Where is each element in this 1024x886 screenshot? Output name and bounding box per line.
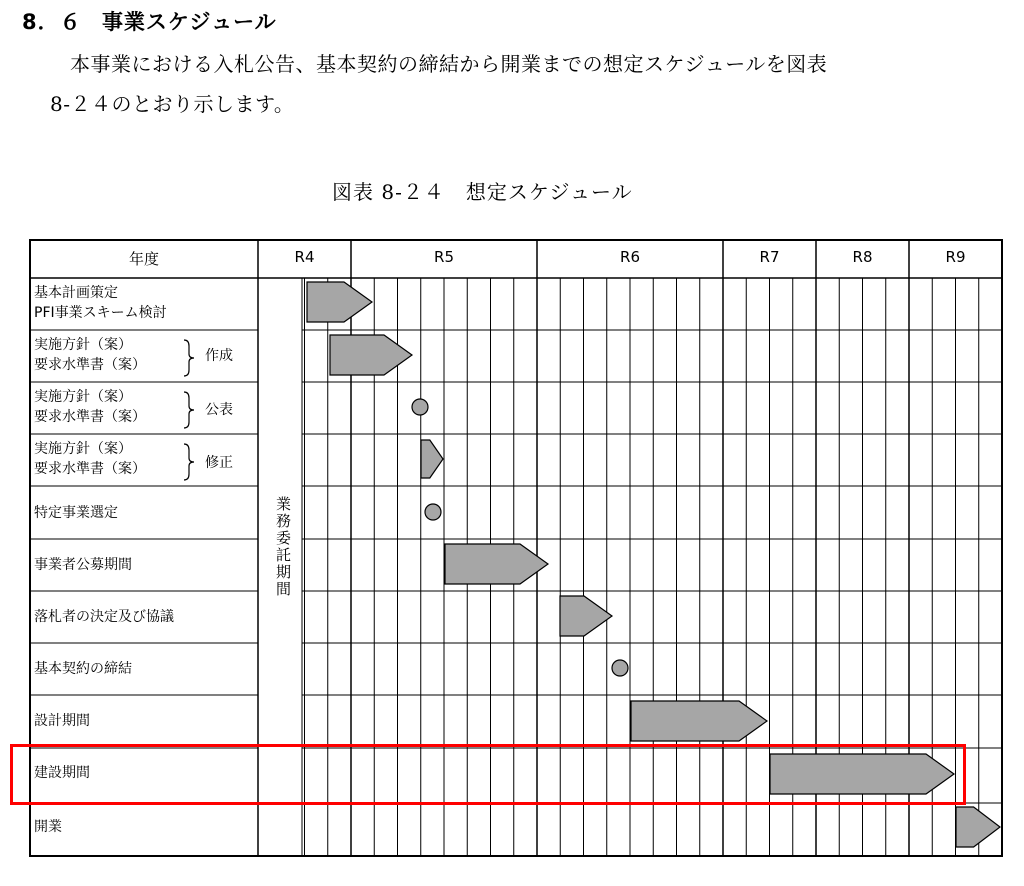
milestone-policy-publish — [412, 399, 428, 415]
suffix-create: 作成 — [205, 348, 233, 364]
figure-caption: 図表 8-２４ 想定スケジュール — [332, 180, 633, 204]
bar-policy-revise — [421, 440, 443, 478]
row-label-contract: 基本契約の締結 — [34, 661, 132, 677]
year-header-r6: R6 — [620, 248, 640, 266]
year-header-r5: R5 — [434, 248, 454, 266]
year-header-r4: R4 — [294, 248, 315, 266]
bar-policy-create — [330, 335, 412, 375]
year-header-r7: R7 — [759, 248, 780, 266]
row-label-policy-create: 実施方針（案） 要求水準書（案） — [34, 337, 146, 373]
row-label-bidder-decision: 落札者の決定及び協議 — [34, 609, 174, 625]
milestone-contract — [612, 660, 628, 676]
row-label-opening: 開業 — [34, 819, 62, 835]
suffix-revise: 修正 — [205, 455, 233, 471]
row-label-policy-revise: 実施方針（案） 要求水準書（案） — [34, 441, 146, 477]
consignment-period-label: 業務委託期間 — [274, 496, 292, 598]
construction-highlight-box — [10, 744, 966, 805]
row-label-recruitment: 事業者公募期間 — [34, 557, 132, 573]
paragraph-line-2: 8-２４のとおり示します。 — [50, 92, 295, 116]
brace-1 — [184, 392, 194, 428]
bar-bidder-decision — [560, 596, 612, 636]
paragraph-line-1: 本事業における入札公告、基本契約の締結から開業までの想定スケジュールを図表 — [70, 52, 828, 76]
bar-basic-plan — [307, 282, 372, 322]
section-title: 事業スケジュール — [101, 10, 277, 34]
year-header-r8: R8 — [852, 248, 873, 266]
milestone-project-selection — [425, 504, 441, 520]
brace-0 — [184, 340, 194, 376]
bar-opening — [956, 807, 1000, 847]
section-number: 8．６ — [22, 10, 82, 34]
brace-2 — [184, 444, 194, 480]
bar-recruitment — [445, 544, 548, 584]
row-label-basic-plan: 基本計画策定 PFI事業スキーム検討 — [34, 285, 167, 321]
bar-design — [631, 701, 767, 741]
year-header-r9: R9 — [945, 248, 966, 266]
row-label-policy-publish: 実施方針（案） 要求水準書（案） — [34, 389, 146, 425]
suffix-publish: 公表 — [205, 402, 233, 418]
row-label-design: 設計期間 — [34, 713, 90, 729]
year-header-label: 年度 — [128, 250, 159, 268]
row-label-project-selection: 特定事業選定 — [34, 505, 118, 521]
row-label-construction: 建設期間 — [34, 765, 90, 781]
